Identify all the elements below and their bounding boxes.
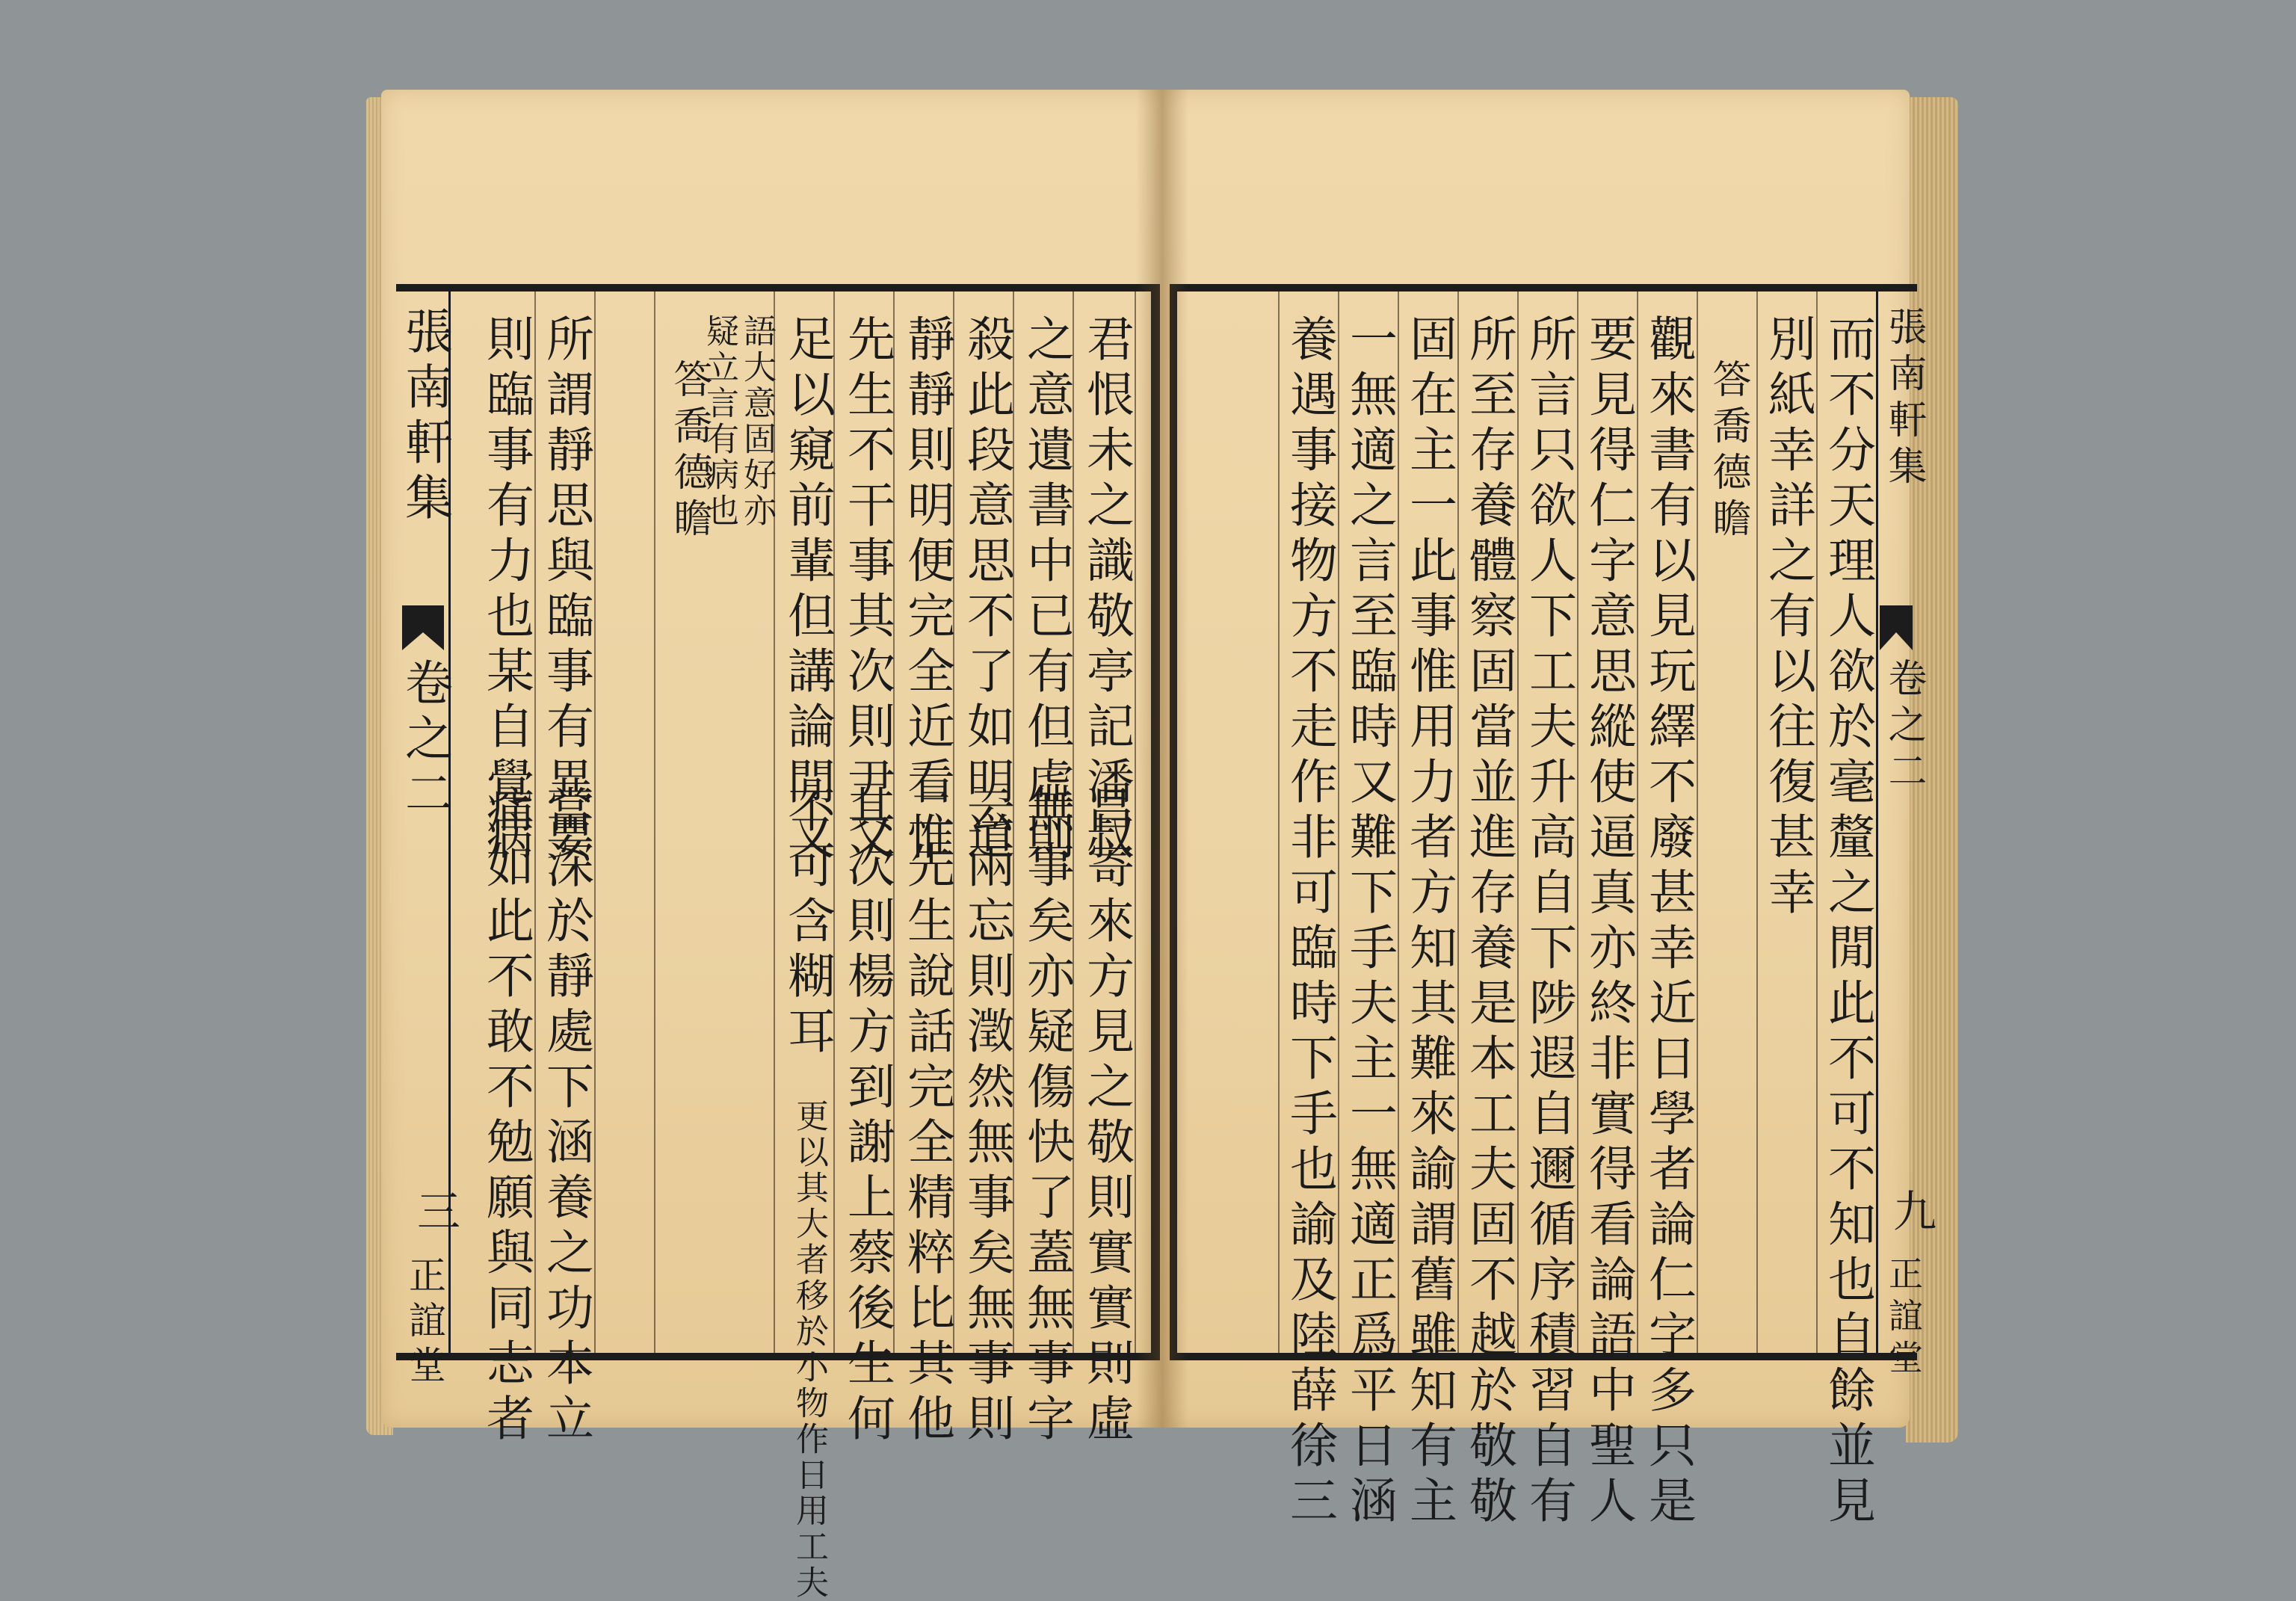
open-book bbox=[359, 82, 1958, 1601]
left-col-5: 先生不干事其次則尹又 bbox=[839, 314, 895, 867]
right-col-6: 所言只欲人下工夫升高自下陟遐自邇循序積習自有 bbox=[1521, 314, 1576, 1531]
left-col-3-lower: 云兩忘則澂然無事矣無事則 bbox=[959, 785, 1014, 1449]
left-heading: 答喬德瞻 bbox=[667, 359, 712, 544]
left-col-10: 所謂靜思與臨事有異要 bbox=[538, 314, 593, 867]
left-col-6-lower: 不可含糊耳 bbox=[780, 785, 835, 1061]
left-col-1: 君恨未之識敬亭記潘叔 bbox=[1078, 314, 1134, 867]
left-margin-title: 張南軒集 bbox=[397, 306, 452, 528]
left-col-4-lower: 二先生說話完全精粹比其他 bbox=[899, 785, 954, 1449]
right-col-4: 觀來書有以見玩繹不廢甚幸近日學者論仁字多只是 bbox=[1641, 314, 1696, 1531]
right-col-9: 一無適之言至臨時又難下手夫主一無適正爲平日涵 bbox=[1342, 314, 1397, 1531]
left-col-6-note: 更以其大者移於小物作日用工夫 bbox=[790, 1099, 828, 1601]
left-col-2: 之意遺書中已有但虛則 bbox=[1019, 314, 1074, 867]
right-heading: 答喬德瞻 bbox=[1706, 359, 1750, 544]
left-margin-folio: 三 bbox=[410, 1188, 460, 1236]
right-margin-title: 張南軒集 bbox=[1881, 306, 1926, 492]
left-col-6: 足以窺前輩但講論閒又 bbox=[780, 314, 835, 867]
right-col-5: 要見得仁字意思縱使逼真亦終非實得看論語中聖人 bbox=[1581, 314, 1636, 1531]
right-fish-tail-mark bbox=[1880, 605, 1913, 650]
left-col-8: 疑立言有病也 bbox=[700, 314, 738, 529]
right-page-frame bbox=[1170, 284, 1937, 1531]
right-margin-volume: 卷之二 bbox=[1881, 658, 1926, 797]
right-col-10: 養遇事接物方不走作非可臨時下手也諭及陸薛徐三 bbox=[1282, 314, 1337, 1531]
left-col-7: 語大意固好亦 bbox=[738, 314, 776, 529]
right-col-2: 別紙幸詳之有以往復甚幸 bbox=[1760, 314, 1815, 922]
fish-tail-mark bbox=[402, 605, 444, 650]
left-margin-publisher: 正誼堂 bbox=[403, 1256, 446, 1390]
right-col-1: 而不分天理人欲於毫釐之閒此不可不知也自餘並見 bbox=[1820, 314, 1875, 1531]
right-margin-rule bbox=[1876, 291, 1878, 1353]
right-margin-folio: 九 bbox=[1886, 1188, 1937, 1236]
left-col-3: 殺此段意思不了如明道 bbox=[959, 314, 1014, 867]
left-col-2-lower: 無事矣亦疑傷快了蓋無事字 bbox=[1019, 785, 1074, 1449]
left-col-1-lower: 昌寄來方見之敬則實實則虛 bbox=[1078, 785, 1134, 1449]
left-col-5-lower: 其次則楊方到謝上蔡後生何 bbox=[839, 785, 895, 1449]
right-col-8: 固在主一此事惟用力者方知其難來諭謂舊雖知有主 bbox=[1401, 314, 1457, 1531]
left-col-11-lower: 痛如此不敢不勉願與同志者 bbox=[478, 785, 534, 1449]
left-page-frame bbox=[396, 284, 1160, 1601]
left-col-4: 靜靜則明便完全近看惟 bbox=[899, 314, 954, 867]
left-margin-volume: 卷之二 bbox=[397, 658, 452, 824]
right-col-7: 所至存養體察固當並進存養是本工夫固不越於敬敬 bbox=[1461, 314, 1516, 1531]
left-col-11: 則臨事有力也某自覺病 bbox=[478, 314, 534, 867]
book-gutter bbox=[1136, 90, 1188, 1428]
left-col-10-lower: 當深於靜處下涵養之功本立 bbox=[538, 785, 593, 1449]
right-margin-publisher: 正誼堂 bbox=[1883, 1256, 1924, 1381]
